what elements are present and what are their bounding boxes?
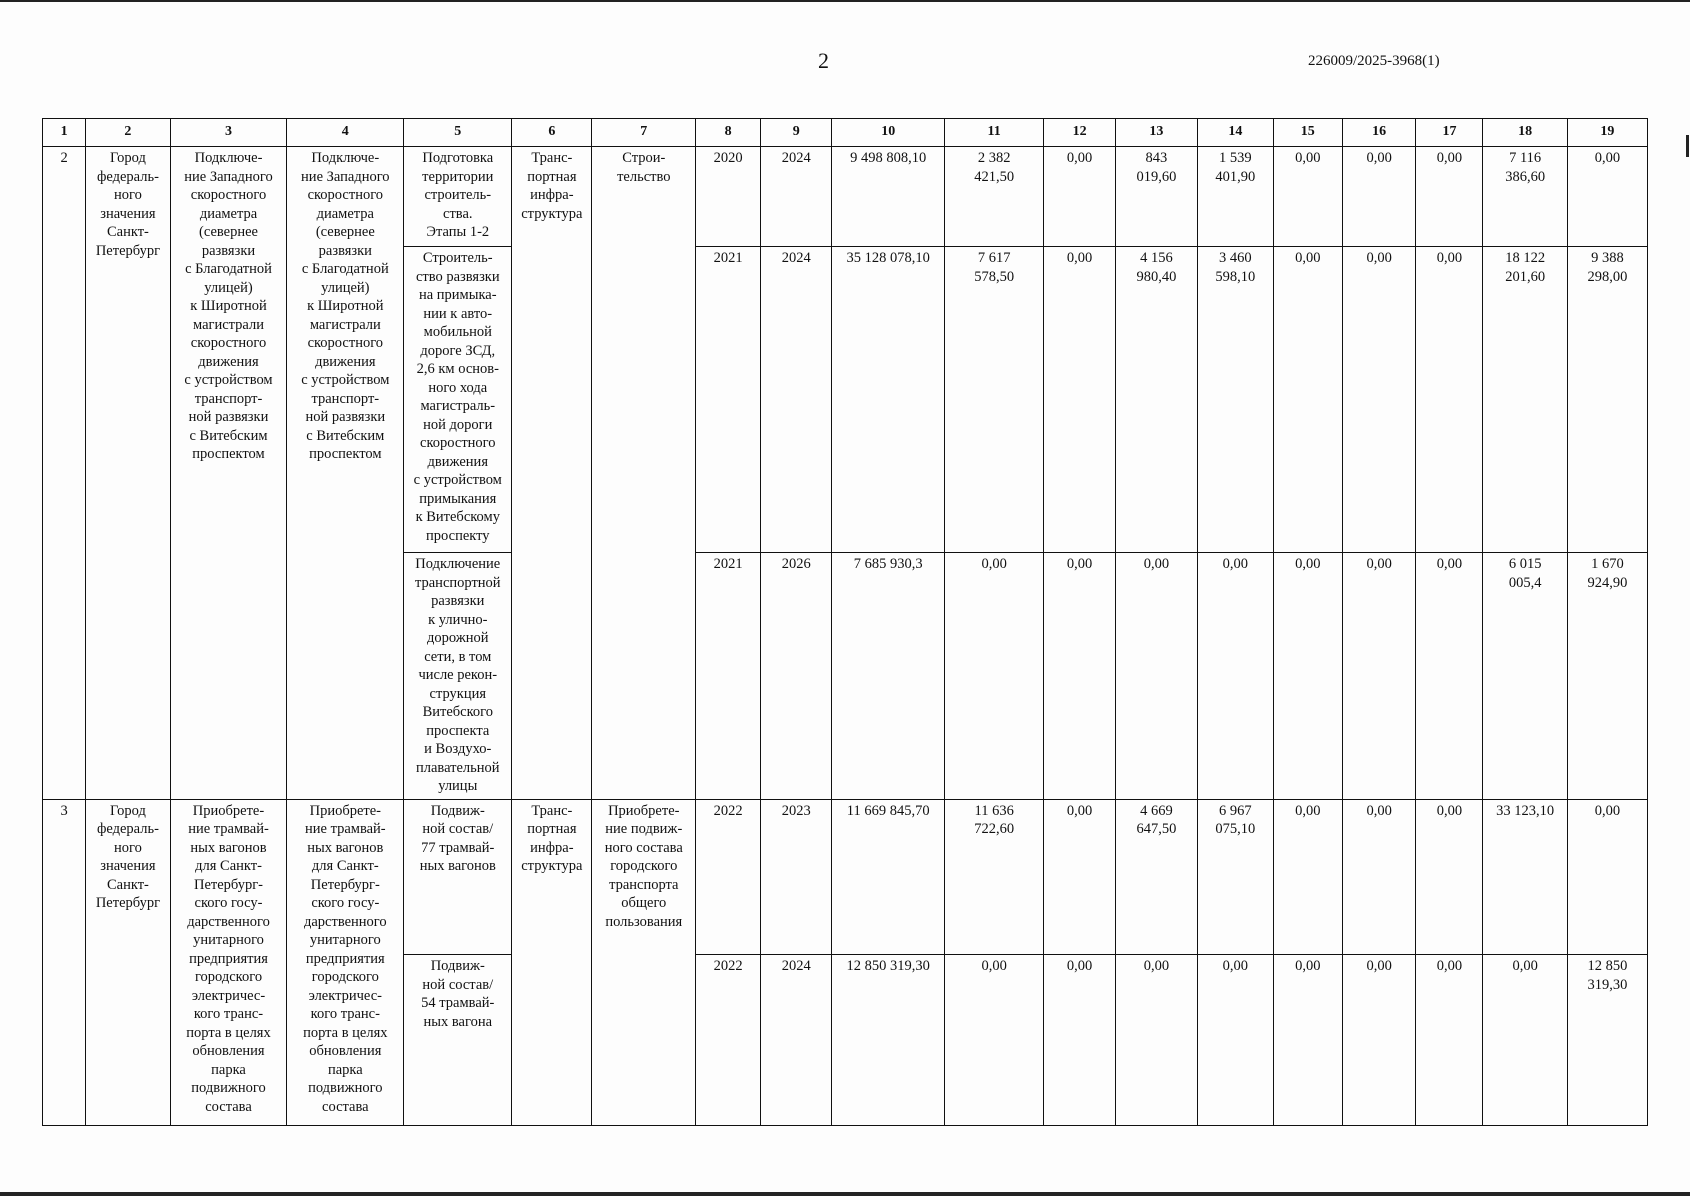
col-header: 7 — [592, 119, 696, 147]
value-cell: 0,00 — [1273, 553, 1342, 799]
value-cell: 0,00 — [1044, 553, 1115, 799]
value-cell: 0,00 — [1567, 147, 1647, 247]
value-cell: 7 116 386,60 — [1483, 147, 1567, 247]
col-header: 9 — [761, 119, 832, 147]
row-number: 2 — [43, 147, 86, 800]
value-cell: 0,00 — [1115, 955, 1197, 1126]
year-start: 2021 — [696, 247, 761, 553]
year-start: 2022 — [696, 799, 761, 955]
value-cell: 843 019,60 — [1115, 147, 1197, 247]
type-cell: Строи- тельство — [592, 147, 696, 800]
value-cell: 0,00 — [1342, 553, 1416, 799]
value-cell: 7 685 930,3 — [832, 553, 944, 799]
value-cell: 9 498 808,10 — [832, 147, 944, 247]
col-header: 6 — [512, 119, 592, 147]
col-header: 13 — [1115, 119, 1197, 147]
page-number: 2 — [818, 48, 829, 73]
col-header: 17 — [1416, 119, 1483, 147]
value-cell: 0,00 — [1416, 147, 1483, 247]
column-number-row — [43, 119, 1648, 147]
object-cell: Приобрете- ние трамвай- ных вагонов для Санкт- Петербург- ского госу- дарственного унитарного предприятия городского электричес- кого транс- порта в целях обновления парка подвижного состава — [170, 799, 287, 1125]
year-end: 2024 — [761, 955, 832, 1126]
col-header: 8 — [696, 119, 761, 147]
value-cell: 11 636 722,60 — [944, 799, 1044, 955]
value-cell: 9 388 298,00 — [1567, 247, 1647, 553]
year-end: 2026 — [761, 553, 832, 799]
type-cell: Приобрете- ние подвиж- ного состава городского транспорта общего пользования — [592, 799, 696, 1125]
value-cell: 0,00 — [1483, 955, 1567, 1126]
value-cell: 0,00 — [1273, 247, 1342, 553]
stage-cell: Подключение транспортной развязки к улично- дорожной сети, в том числе рекон- струкция Витебского проспекта и Воздухо- плавательной улицы — [404, 553, 512, 799]
sphere-cell: Транс- портная инфра- структура — [512, 799, 592, 1125]
year-end: 2024 — [761, 247, 832, 553]
value-cell: 0,00 — [944, 955, 1044, 1126]
value-cell: 0,00 — [1197, 955, 1273, 1126]
project-cell: Подключе- ние Западного скоростного диаметра (севернее развязки с Благодатной улицей) к Широтной магистрали скоростного движения с устройством транспорт- ной развязки с Витебским проспектом — [287, 147, 404, 800]
value-cell: 6 015 005,4 — [1483, 553, 1567, 799]
value-cell: 2 382 421,50 — [944, 147, 1044, 247]
bottom-border-line — [0, 1192, 1690, 1196]
col-header: 1 — [43, 119, 86, 147]
margin-mark — [1686, 135, 1689, 157]
col-header: 11 — [944, 119, 1044, 147]
col-header: 12 — [1044, 119, 1115, 147]
value-cell: 6 967 075,10 — [1197, 799, 1273, 955]
value-cell: 0,00 — [1273, 147, 1342, 247]
value-cell: 0,00 — [1567, 799, 1647, 955]
year-end: 2024 — [761, 147, 832, 247]
value-cell: 0,00 — [1342, 799, 1416, 955]
year-end: 2023 — [761, 799, 832, 955]
subject-cell: Город федераль- ного значения Санкт- Петербург — [86, 147, 170, 800]
value-cell: 0,00 — [1044, 955, 1115, 1126]
value-cell: 0,00 — [1044, 799, 1115, 955]
project-cell: Приобрете- ние трамвай- ных вагонов для Санкт- Петербург- ского госу- дарственного унитарного предприятия городского электричес- кого транс- порта в целях обновления парка подвижного состава — [287, 799, 404, 1125]
stage-cell: Подготовка территории строитель- ства. Этапы 1-2 — [404, 147, 512, 247]
value-cell: 0,00 — [1416, 955, 1483, 1126]
value-cell: 4 669 647,50 — [1115, 799, 1197, 955]
value-cell: 18 122 201,60 — [1483, 247, 1567, 553]
col-header: 18 — [1483, 119, 1567, 147]
value-cell: 12 850 319,30 — [1567, 955, 1647, 1126]
col-header: 19 — [1567, 119, 1647, 147]
value-cell: 33 123,10 — [1483, 799, 1567, 955]
value-cell: 1 539 401,90 — [1197, 147, 1273, 247]
stage-cell: Подвиж- ной состав/ 77 трамвай- ных вагонов — [404, 799, 512, 955]
value-cell: 1 670 924,90 — [1567, 553, 1647, 799]
value-cell: 0,00 — [1342, 147, 1416, 247]
value-cell: 0,00 — [944, 553, 1044, 799]
col-header: 2 — [86, 119, 170, 147]
year-start: 2022 — [696, 955, 761, 1126]
row-number: 3 — [43, 799, 86, 1125]
value-cell: 0,00 — [1342, 247, 1416, 553]
value-cell: 35 128 078,10 — [832, 247, 944, 553]
value-cell: 11 669 845,70 — [832, 799, 944, 955]
value-cell: 0,00 — [1197, 553, 1273, 799]
col-header: 4 — [287, 119, 404, 147]
value-cell: 0,00 — [1273, 799, 1342, 955]
value-cell: 7 617 578,50 — [944, 247, 1044, 553]
col-header: 5 — [404, 119, 512, 147]
year-start: 2020 — [696, 147, 761, 247]
sphere-cell: Транс- портная инфра- структура — [512, 147, 592, 800]
col-header: 10 — [832, 119, 944, 147]
col-header: 3 — [170, 119, 287, 147]
value-cell: 0,00 — [1416, 553, 1483, 799]
value-cell: 3 460 598,10 — [1197, 247, 1273, 553]
table-row — [43, 147, 1648, 247]
col-header: 15 — [1273, 119, 1342, 147]
value-cell: 0,00 — [1044, 147, 1115, 247]
register-table — [42, 118, 1648, 1126]
value-cell: 0,00 — [1416, 799, 1483, 955]
col-header: 16 — [1342, 119, 1416, 147]
stage-cell: Строитель- ство развязки на примыка- нии к авто- мобильной дороге ЗСД, 2,6 км основ- ного хода магистраль- ной дороги скоростного движения с устройством примыкания к Витебскому проспекту — [404, 247, 512, 553]
value-cell: 0,00 — [1416, 247, 1483, 553]
document-id: 226009/2025-3968(1) — [1308, 53, 1440, 69]
value-cell: 4 156 980,40 — [1115, 247, 1197, 553]
year-start: 2021 — [696, 553, 761, 799]
value-cell: 0,00 — [1044, 247, 1115, 553]
value-cell: 0,00 — [1342, 955, 1416, 1126]
table-row — [43, 799, 1648, 955]
top-border-line — [0, 0, 1690, 2]
subject-cell: Город федераль- ного значения Санкт- Петербург — [86, 799, 170, 1125]
stage-cell: Подвиж- ной состав/ 54 трамвай- ных вагона — [404, 955, 512, 1126]
value-cell: 0,00 — [1115, 553, 1197, 799]
object-cell: Подключе- ние Западного скоростного диаметра (севернее развязки с Благодатной улицей) к Широтной магистрали скоростного движения с устройством транспорт- ной развязки с Витебским проспектом — [170, 147, 287, 800]
col-header: 14 — [1197, 119, 1273, 147]
value-cell: 0,00 — [1273, 955, 1342, 1126]
value-cell: 12 850 319,30 — [832, 955, 944, 1126]
